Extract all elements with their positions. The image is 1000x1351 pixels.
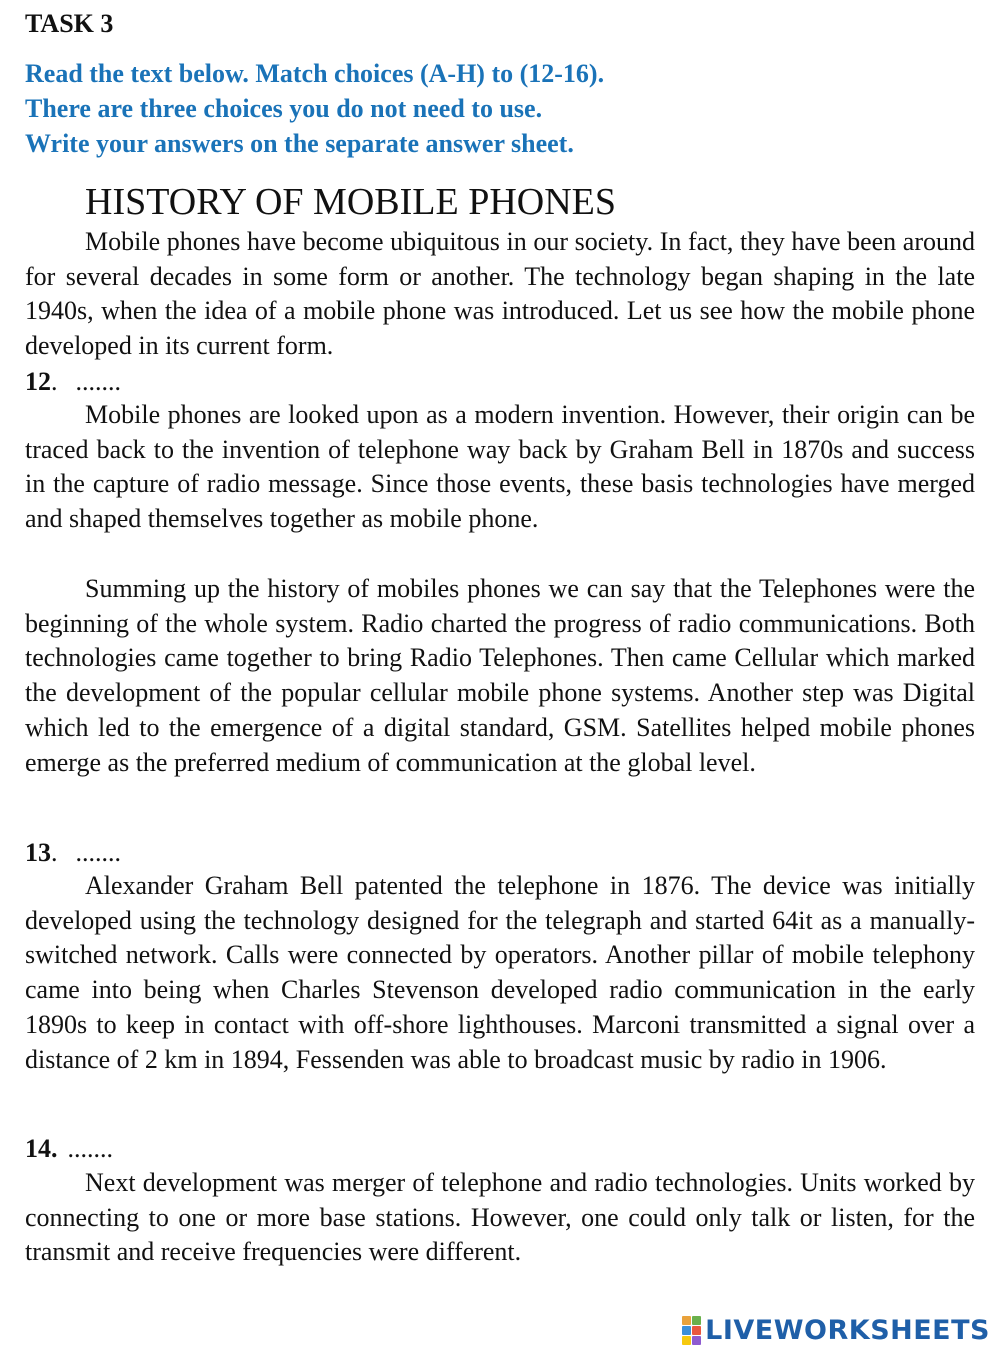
instructions xyxy=(25,56,604,161)
liveworksheets-logo-icon xyxy=(682,1316,701,1345)
question-number: 12 xyxy=(25,367,51,396)
answer-blank: ....... xyxy=(67,1134,113,1163)
intro-paragraph: Mobile phones have become ubiquitous in our society. In fact, they have been around for several decades in some form or another. The technology began shaping in the late 1940s, when the idea of a mobile phone was introduced. Let us see how the mobile phone developed in its current form. xyxy=(25,227,975,361)
instruction-line: Write your answers on the separate answer sheet. xyxy=(25,129,574,158)
instruction-line: There are three choices you do not need to use. xyxy=(25,94,543,123)
watermark-text: LIVEWORKSHEETS xyxy=(705,1314,990,1346)
answer-blank: ....... xyxy=(75,367,121,396)
section-12-paragraph-2: Summing up the history of mobiles phones we can say that the Telephones were the beginning of the whole system. Radio charted the progress of radio communications. Both technologies came together to bring Radio Telephones. Then came Cellular which marked the development of the popular cellular mobile phone systems. Another step was Digital which led to the emergence of a digital standard, GSM. Satellites helped mobile phones emerge as the preferred medium of communication at the global level. xyxy=(25,574,975,777)
section-13-paragraph-1: Alexander Graham Bell patented the telephone in 1876. The device was initially developed using the technology designed for the telegraph and started 64it as a manually-switched network. Calls were connected by operators. Another pillar of mobile telephony came into being when Charles Stevenson developed radio communication in the early 1890s to keep in contact with off-shore lighthouses. Marconi transmitted a signal over a distance of 2 km in 1894, Fessenden was able to broadcast music by radio in 1906. xyxy=(25,871,975,1074)
question-13-marker xyxy=(25,836,121,870)
instruction-line: Read the text below. Match choices (A-H) to (12-16). xyxy=(25,59,605,88)
article-title: HISTORY OF MOBILE PHONES xyxy=(85,181,617,223)
section-14-paragraph-1: Next development was merger of telephone and radio technologies. Units worked by connecting to one or more base stations. However, one could only talk or listen, for the transmit and receive frequencies were different. xyxy=(25,1168,975,1267)
question-14-marker xyxy=(25,1132,113,1166)
question-punct: . xyxy=(51,838,58,867)
section-12-paragraph-1: Mobile phones are looked upon as a modern invention. However, their origin can be traced back to the invention of telephone way back by Graham Bell in 1870s and success in the capture of radio message. Since those events, these basis technologies have merged and shaped themselves together as mobile phone. xyxy=(25,400,975,534)
question-number: 13 xyxy=(25,838,51,867)
answer-blank: ....... xyxy=(75,838,121,867)
question-punct: . xyxy=(51,367,58,396)
liveworksheets-watermark xyxy=(682,1312,990,1348)
question-number: 14. xyxy=(25,1134,58,1163)
task-title: TASK 3 xyxy=(25,9,114,38)
question-12-marker xyxy=(25,365,121,399)
